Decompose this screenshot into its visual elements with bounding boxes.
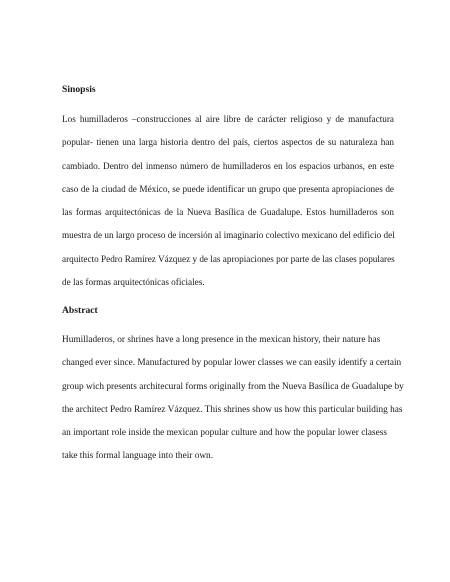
sinopsis-line: las formas arquitectónicas de la Nueva Basílica de Guadalupe. Estos humilladeros son	[62, 207, 394, 218]
sinopsis-line: Los humilladeros –construcciones al aire libre de carácter religioso y de manufactura	[62, 114, 394, 124]
abstract-line: the architect Pedro Ramírez Vázquez. This shrines show us how this particular building has	[62, 404, 403, 415]
sinopsis-heading: Sinopsis	[62, 84, 96, 95]
abstract-section	[62, 305, 404, 469]
abstract-line: group wich presents architecural forms originally from the Nueva Basílica de Guadalupe by	[62, 381, 404, 392]
abstract-line: changed ever since. Manufactured by popular lower classes we can easily identify a certain	[62, 358, 402, 369]
sinopsis-section	[62, 84, 394, 294]
sinopsis-line: muestra de un largo proceso de incersión al imaginario colectivo mexicano del edificio del	[62, 230, 395, 241]
sinopsis-line: de las formas arquitectónicas oficiales.	[62, 277, 205, 288]
abstract-paragraph	[62, 329, 404, 469]
sinopsis-line: arquitecto Pedro Ramírez Vázquez y de las apropiaciones por parte de las clases populares	[62, 253, 395, 264]
sinopsis-paragraph	[62, 108, 394, 294]
sinopsis-line: popular- tienen una larga historia dentro del país, ciertos aspectos de su naturaleza han	[62, 137, 394, 148]
abstract-line: Humilladeros, or shrines have a long presence in the mexican history, their nature has	[62, 335, 381, 345]
abstract-line: an important role inside the mexican popular culture and how the popular lower clasess	[62, 428, 388, 439]
abstract-heading: Abstract	[62, 305, 98, 316]
sinopsis-line: caso de la ciudad de México, se puede identificar un grupo que presenta apropiaciones de	[62, 183, 394, 194]
sinopsis-line: cambiado. Dentro del inmenso número de humilladeros en los espacios urbanos, en este	[62, 160, 394, 171]
abstract-line: take this formal language into their own.	[62, 451, 214, 462]
